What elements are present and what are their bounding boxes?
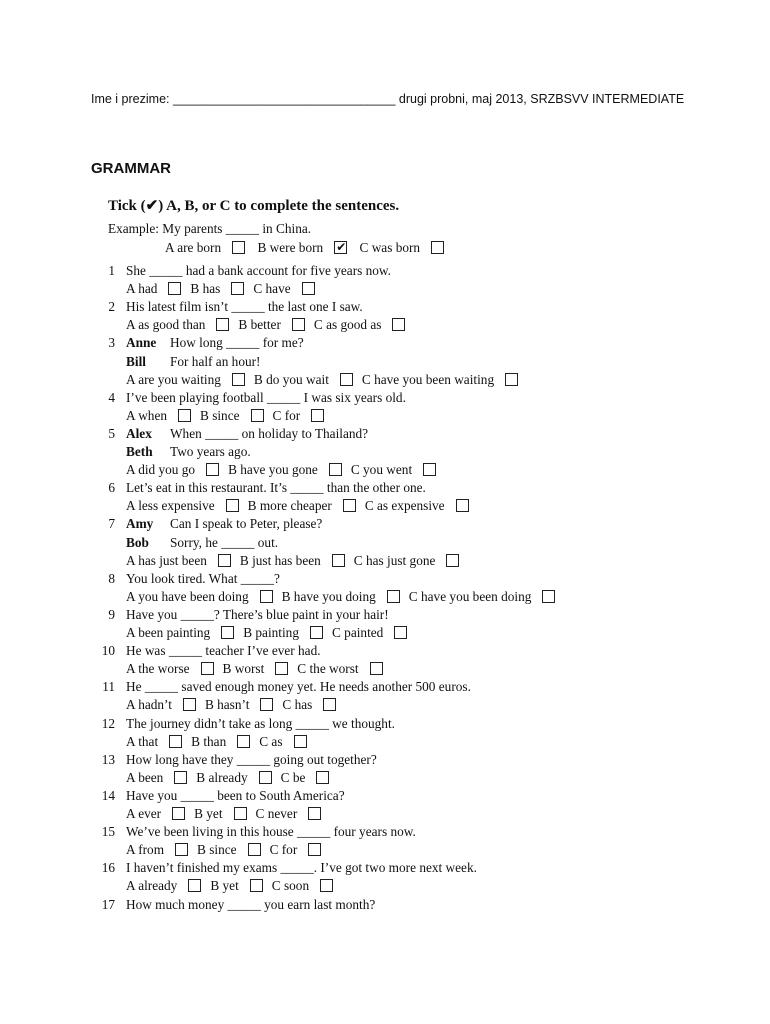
question-line: He _____ saved enough money yet. He needs another 500 euros. xyxy=(126,679,471,695)
option-a-checkbox[interactable] xyxy=(175,843,188,856)
option-c-label: C you went xyxy=(350,462,413,478)
option-a-checkbox[interactable] xyxy=(169,735,182,748)
option-a-label: A already xyxy=(126,878,178,894)
question-text xyxy=(126,354,260,370)
question-text xyxy=(126,390,406,406)
option-c-checkbox[interactable] xyxy=(542,590,555,603)
option-b-checkbox[interactable] xyxy=(332,554,345,567)
question-text xyxy=(126,897,375,913)
question-line: I’ve been playing football _____ I was six years old. xyxy=(126,389,406,405)
option-c-checkbox[interactable] xyxy=(394,626,407,639)
question-number: 7 xyxy=(108,516,115,532)
option-a-checkbox[interactable] xyxy=(174,771,187,784)
option-a-label: A as good than xyxy=(126,317,206,333)
option-c-checkbox[interactable] xyxy=(311,409,324,422)
question-text xyxy=(126,860,477,876)
option-b-label: B has xyxy=(190,281,221,297)
option-a-checkbox[interactable] xyxy=(183,698,196,711)
option-c-checkbox[interactable] xyxy=(370,662,383,675)
option-b-checkbox[interactable] xyxy=(248,843,261,856)
option-b-label: B do you wait xyxy=(253,371,329,387)
question-number: 3 xyxy=(108,335,115,351)
speaker-name: Amy xyxy=(126,516,154,532)
question-line: When _____ on holiday to Thailand? xyxy=(170,425,369,441)
option-a-label: A that xyxy=(126,733,159,749)
option-c-label: C the worst xyxy=(297,661,359,677)
option-c-label: C has xyxy=(282,697,313,713)
option-c-checkbox[interactable] xyxy=(302,282,315,295)
question-number: 4 xyxy=(108,389,115,405)
option-c-checkbox[interactable] xyxy=(446,554,459,567)
option-a-checkbox[interactable] xyxy=(218,554,231,567)
example-prompt: Example: My parents _____ in China. xyxy=(108,221,312,236)
option-c-checkbox[interactable] xyxy=(320,879,333,892)
option-a-label: A less expensive xyxy=(126,498,215,514)
answer-options xyxy=(126,806,330,822)
answer-options xyxy=(126,462,445,478)
question-number: 15 xyxy=(101,824,115,840)
example-option-b: B were born xyxy=(257,240,324,255)
question-text xyxy=(126,299,363,315)
option-a-checkbox[interactable] xyxy=(201,662,214,675)
option-b-checkbox[interactable] xyxy=(251,409,264,422)
option-c-label: C soon xyxy=(271,878,310,894)
question-number: 8 xyxy=(108,570,115,586)
option-b-checkbox[interactable] xyxy=(234,807,247,820)
answer-options xyxy=(126,770,338,786)
answer-options xyxy=(126,697,345,713)
option-c-checkbox[interactable] xyxy=(308,807,321,820)
answer-options xyxy=(126,408,333,424)
option-a-label: A when xyxy=(126,407,167,423)
option-c-label: C as expensive xyxy=(364,498,445,514)
question-line: I haven’t finished my exams _____. I’ve got two more next week. xyxy=(126,860,477,876)
option-a-checkbox[interactable] xyxy=(206,463,219,476)
option-b-label: B since xyxy=(200,407,240,423)
option-b-checkbox[interactable] xyxy=(343,499,356,512)
speaker-name: Bob xyxy=(126,534,149,550)
question-number: 17 xyxy=(101,896,115,912)
option-b-label: B than xyxy=(191,733,227,749)
instruction: Tick (✔) A, B, or C to complete the sentences. xyxy=(108,198,400,214)
option-b-label: B already xyxy=(196,769,248,785)
option-a-label: A had xyxy=(126,281,158,297)
example-checkbox-a[interactable] xyxy=(232,241,245,254)
option-b-checkbox[interactable] xyxy=(237,735,250,748)
option-b-checkbox[interactable] xyxy=(260,698,273,711)
speaker-name: Beth xyxy=(126,444,153,459)
option-a-checkbox[interactable] xyxy=(188,879,201,892)
option-a-label: A you have been doing xyxy=(126,588,249,604)
question-line: He was _____ teacher I’ve ever had. xyxy=(126,643,321,659)
question-text xyxy=(126,480,426,496)
question-line: Let’s eat in this restaurant. It’s _____ than the other one. xyxy=(126,480,426,496)
answer-options xyxy=(126,498,478,514)
option-a-checkbox[interactable] xyxy=(168,282,181,295)
option-c-checkbox[interactable] xyxy=(456,499,469,512)
option-c-label: C have you been doing xyxy=(408,588,532,604)
option-b-checkbox[interactable] xyxy=(340,373,353,386)
question-line: The journey didn’t take as long _____ we thought. xyxy=(126,715,395,731)
question-text xyxy=(126,752,377,768)
question-number: 16 xyxy=(101,860,115,876)
question-number: 12 xyxy=(101,715,115,731)
option-b-label: B just has been xyxy=(239,552,321,568)
answer-options xyxy=(126,878,342,894)
question-number: 2 xyxy=(108,299,115,315)
option-c-checkbox[interactable] xyxy=(323,698,336,711)
speaker-name: Alex xyxy=(126,425,152,441)
question-number: 6 xyxy=(108,480,115,496)
question-line: Have you _____ been to South America? xyxy=(126,787,345,803)
option-a-label: A been painting xyxy=(126,625,211,640)
option-b-checkbox[interactable] xyxy=(259,771,272,784)
option-c-label: C have xyxy=(253,281,291,297)
example-option-c: C was born xyxy=(359,240,421,255)
option-c-label: C for xyxy=(269,842,298,858)
question-line: How long have they _____ going out together? xyxy=(126,751,377,767)
question-line: His latest film isn’t _____ the last one I saw. xyxy=(126,299,363,315)
question-text xyxy=(126,716,395,732)
question-number: 14 xyxy=(101,787,115,803)
option-b-label: B yet xyxy=(194,806,223,821)
question-line: Sorry, he _____ out. xyxy=(170,534,279,550)
option-b-label: B have you gone xyxy=(228,462,318,478)
option-a-checkbox[interactable] xyxy=(178,409,191,422)
answer-options xyxy=(126,625,416,641)
option-c-checkbox[interactable] xyxy=(316,771,329,784)
question-text xyxy=(126,444,251,460)
question-line: We’ve been living in this house _____ four years now. xyxy=(126,824,416,840)
option-b-label: B worst xyxy=(222,661,265,677)
option-c-label: C for xyxy=(272,407,301,423)
option-c-label: C painted xyxy=(331,625,384,640)
option-b-label: B painting xyxy=(243,625,299,640)
option-c-label: C be xyxy=(280,769,306,785)
option-c-label: C as good as xyxy=(313,317,382,333)
answer-options xyxy=(126,661,392,677)
question-line: For half an hour! xyxy=(170,353,261,369)
example-option-a: A are born xyxy=(165,240,222,255)
question-line: She _____ had a bank account for five years now. xyxy=(126,263,391,278)
answer-options xyxy=(126,589,564,605)
option-a-label: A did you go xyxy=(126,462,196,478)
answer-options xyxy=(126,734,316,750)
question-text xyxy=(126,607,389,623)
option-a-label: A from xyxy=(126,842,165,858)
option-a-checkbox[interactable] xyxy=(260,590,273,603)
question-text xyxy=(126,263,391,279)
example-options xyxy=(165,240,453,256)
question-text xyxy=(126,788,345,804)
question-number: 5 xyxy=(108,425,115,441)
question-number: 1 xyxy=(108,263,115,278)
option-a-checkbox[interactable] xyxy=(172,807,185,820)
option-b-checkbox[interactable] xyxy=(250,879,263,892)
question-number: 11 xyxy=(102,679,115,695)
speaker-name: Bill xyxy=(126,353,146,369)
option-a-label: A been xyxy=(126,769,164,785)
option-a-checkbox[interactable] xyxy=(216,318,229,331)
option-b-label: B have you doing xyxy=(281,588,376,604)
option-c-label: C has just gone xyxy=(353,552,436,568)
question-number: 10 xyxy=(101,643,115,659)
option-a-label: A the worse xyxy=(126,661,190,677)
option-a-checkbox[interactable] xyxy=(232,373,245,386)
option-c-checkbox[interactable] xyxy=(294,735,307,748)
name-and-exam-header: Ime i prezime: ________________________________ drugi probni, maj 2013, SRZBSVV INTERMEDIATE xyxy=(91,92,685,106)
option-c-checkbox[interactable] xyxy=(505,373,518,386)
example-checkbox-b-checked[interactable] xyxy=(334,241,347,254)
option-b-checkbox[interactable] xyxy=(231,282,244,295)
question-line: Have you _____? There’s blue paint in your hair! xyxy=(126,606,389,622)
question-line: You look tired. What _____? xyxy=(126,570,280,586)
question-text xyxy=(126,824,416,840)
answer-options xyxy=(126,317,414,333)
question-text xyxy=(126,516,322,532)
option-b-checkbox[interactable] xyxy=(310,626,323,639)
option-a-checkbox[interactable] xyxy=(221,626,234,639)
example-checkbox-c[interactable] xyxy=(431,241,444,254)
option-b-checkbox[interactable] xyxy=(275,662,288,675)
question-line: How much money _____ you earn last month? xyxy=(126,896,376,912)
option-c-checkbox[interactable] xyxy=(423,463,436,476)
question-number: 13 xyxy=(101,751,115,767)
question-line: How long _____ for me? xyxy=(170,335,304,351)
question-text xyxy=(126,535,278,551)
option-c-label: C never xyxy=(255,806,298,821)
question-text xyxy=(126,426,368,442)
answer-options xyxy=(126,372,527,388)
answer-options xyxy=(126,553,468,569)
question-text xyxy=(126,335,304,351)
option-b-label: B better xyxy=(238,317,281,333)
option-a-label: A are you waiting xyxy=(126,371,221,387)
option-c-checkbox[interactable] xyxy=(308,843,321,856)
question-text xyxy=(126,571,280,587)
option-b-label: B more cheaper xyxy=(247,498,332,514)
option-b-label: B hasn’t xyxy=(204,697,250,713)
question-line: Two years ago. xyxy=(170,444,251,459)
option-c-checkbox[interactable] xyxy=(392,318,405,331)
question-text xyxy=(126,643,321,659)
option-a-checkbox[interactable] xyxy=(226,499,239,512)
option-c-label: C as xyxy=(259,733,283,749)
option-b-label: B yet xyxy=(210,878,239,894)
option-b-label: B since xyxy=(197,842,237,858)
speaker-name: Anne xyxy=(126,335,157,351)
option-b-checkbox[interactable] xyxy=(329,463,342,476)
answer-options xyxy=(126,281,324,297)
question-text xyxy=(126,679,471,695)
option-a-label: A ever xyxy=(126,806,162,821)
question-number: 9 xyxy=(108,606,115,622)
answer-options xyxy=(126,842,330,858)
option-c-label: C have you been waiting xyxy=(361,371,495,387)
question-line: Can I speak to Peter, please? xyxy=(170,516,323,532)
option-b-checkbox[interactable] xyxy=(292,318,305,331)
option-a-label: A has just been xyxy=(126,552,207,568)
option-b-checkbox[interactable] xyxy=(387,590,400,603)
option-a-label: A hadn’t xyxy=(126,697,172,713)
section-title: GRAMMAR xyxy=(91,160,171,177)
